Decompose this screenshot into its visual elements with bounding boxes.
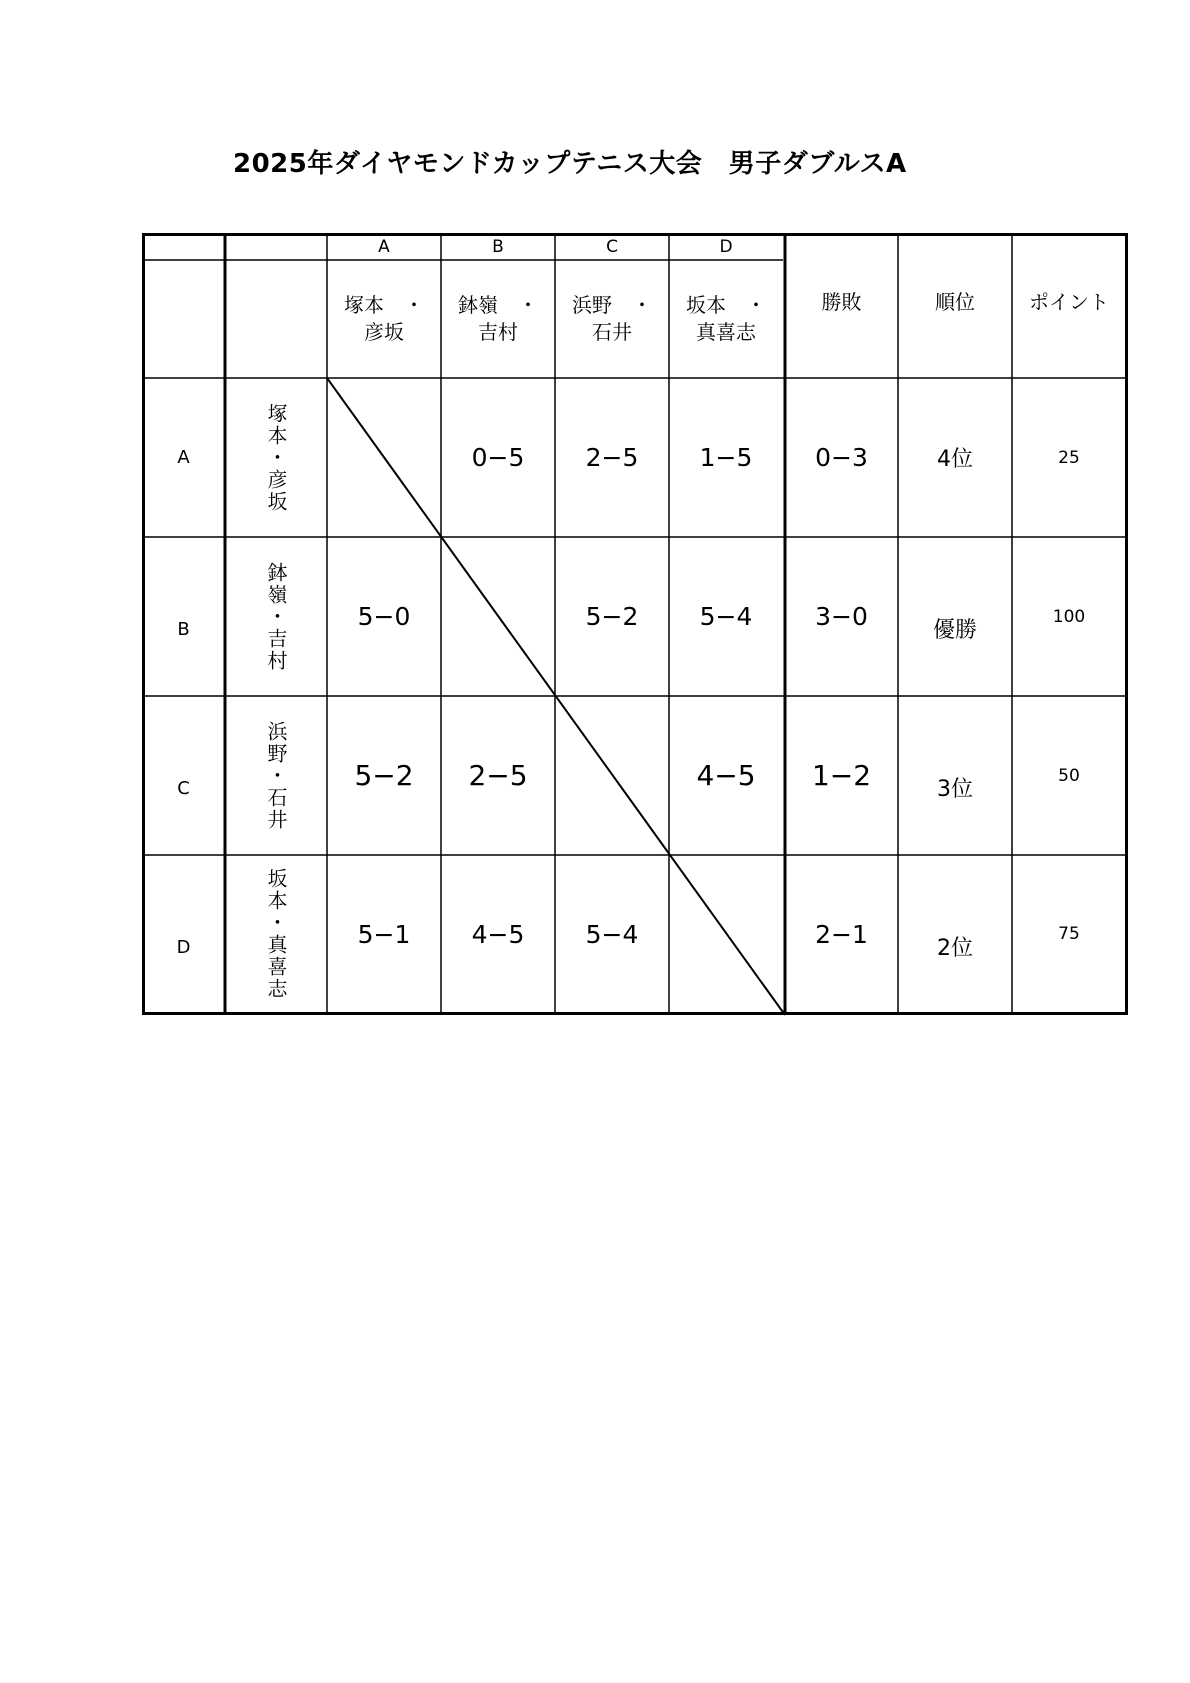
score-d-b: 4−5	[471, 919, 525, 949]
col-letter-b: B	[492, 236, 504, 257]
header-name-b: 鉢嶺 ・ 吉村	[458, 293, 538, 344]
score-d-c: 5−4	[585, 919, 639, 949]
header-rank: 順位	[935, 290, 975, 314]
points-a: 25	[1058, 447, 1080, 468]
score-d-a: 5−1	[357, 919, 411, 949]
page-title: 2025年ダイヤモンドカップテニス大会 男子ダブルスA	[233, 149, 907, 179]
league-table	[142, 233, 1128, 1015]
header-win-loss: 勝敗	[821, 290, 862, 314]
points-c: 50	[1058, 765, 1080, 786]
row-letter-d: D	[176, 936, 191, 958]
record-c: 1−2	[811, 759, 872, 792]
header-points: ポイント	[1029, 290, 1109, 314]
score-c-a: 5−2	[354, 759, 414, 792]
rank-b: 優勝	[932, 618, 977, 643]
row-letter-b: B	[177, 619, 190, 640]
col-letter-d: D	[719, 236, 733, 257]
rank-c: 3位	[937, 777, 973, 802]
rank-a: 4位	[937, 447, 973, 472]
row-name-b: 鉢嶺・吉村	[264, 561, 288, 672]
points-d: 75	[1058, 924, 1080, 944]
score-a-d: 1−5	[699, 443, 753, 472]
row-name-a: 塚本・彦坂	[264, 402, 288, 513]
row-name-c: 浜野・石井	[264, 720, 288, 831]
header-name-c: 浜野 ・ 石井	[572, 293, 652, 344]
score-a-b: 0−5	[471, 443, 525, 472]
score-c-b: 2−5	[468, 759, 528, 792]
col-letter-a: A	[378, 236, 390, 257]
rank-d: 2位	[937, 935, 973, 961]
header-name-d: 坂本 ・ 真喜志	[686, 293, 766, 344]
score-a-c: 2−5	[585, 443, 639, 472]
record-b: 3−0	[815, 602, 868, 631]
header-name-a: 塚本 ・ 彦坂	[344, 293, 424, 344]
row-letter-c: C	[177, 778, 190, 799]
col-letter-c: C	[606, 236, 618, 257]
score-b-a: 5−0	[357, 602, 411, 631]
points-b: 100	[1052, 606, 1086, 627]
row-letter-a: A	[177, 447, 190, 468]
score-b-d: 5−4	[699, 602, 753, 631]
score-c-d: 4−5	[696, 759, 756, 792]
record-d: 2−1	[815, 919, 868, 949]
score-b-c: 5−2	[585, 602, 639, 631]
record-a: 0−3	[815, 443, 868, 472]
row-name-d: 坂本・真喜志	[264, 868, 288, 1000]
